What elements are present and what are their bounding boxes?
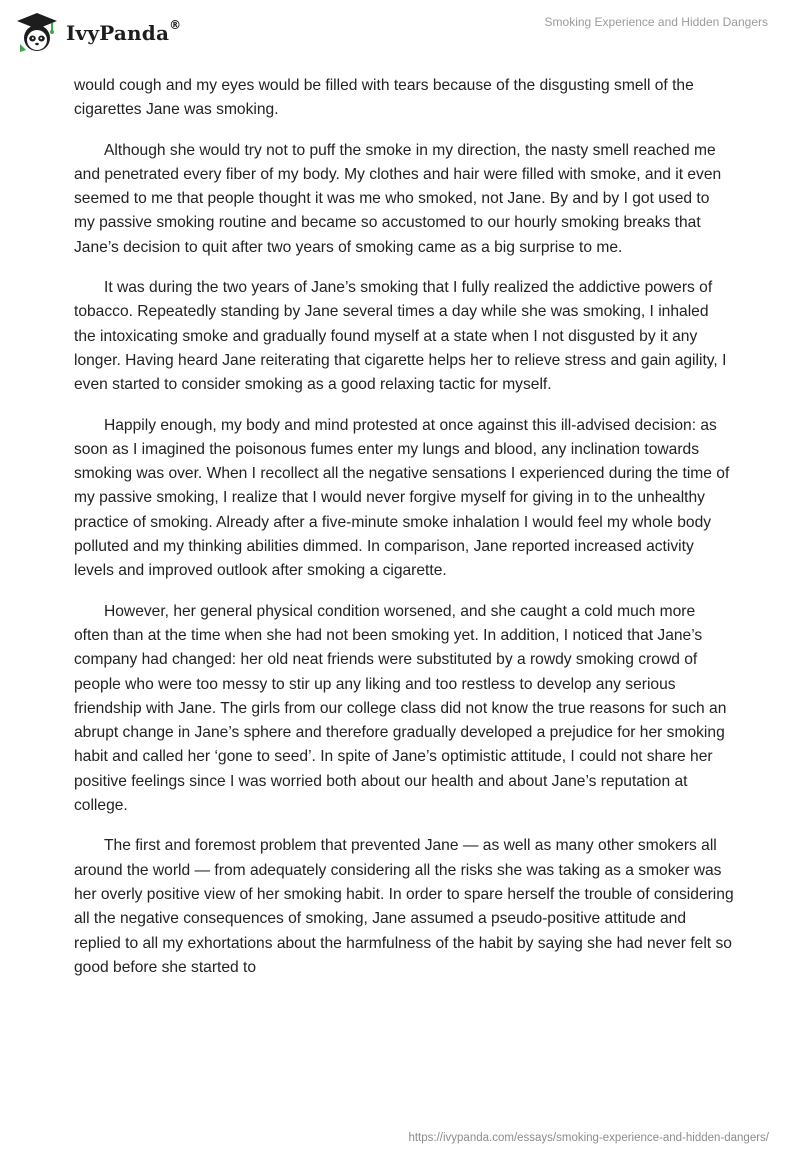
paragraph: Happily enough, my body and mind protested at once against this ill-advised decision: as soon as I imagined the poisonous fumes enter my lungs and blood, any inclination towards smoking was over. When I recollect all the negative sensations I experienced during the time of my passive smoking, I realize that I would never forgive myself for giving in to the unhealthy practice of smoking. Already after a five-minute smoke inhalation I would feel my whole body polluted and my thinking abilities dimmed. In comparison, Jane reported increased activity levels and improved outlook after smoking a cigarette. — [74, 416, 730, 580]
registered-mark: ® — [169, 18, 182, 32]
page-header — [0, 0, 800, 70]
panda-graduate-icon — [14, 10, 60, 56]
brand-logo[interactable] — [14, 10, 181, 56]
paragraph: would cough and my eyes would be filled with tears because of the disgusting smell of the cigarettes Jane was smoking. — [74, 77, 694, 119]
brand-name: IvyPanda® — [66, 18, 182, 45]
paragraph: However, her general physical condition worsened, and she caught a cold much more often than at the time when she had not been smoking yet. In addition, I noticed that Jane’s company had changed: her old neat friends were substituted by a rowdy smoking crowd of people who were too messy to stir up any liking and too restless to develop any serious friendship with Jane. The girls from our college class did not know the true reasons for such an abrupt change in Jane’s sphere and therefore gradually developed a prejudice for her smoking habit and called her ‘gone to seed’. In spite of Jane’s optimistic attitude, I could not share her positive feelings since I was worried both about our health and about Jane’s reputation at college. — [74, 602, 727, 815]
source-url-link[interactable]: https://ivypanda.com/essays/smoking-experience-and-hidden-dangers/ — [408, 1132, 769, 1144]
page-title: Smoking Experience and Hidden Dangers — [544, 15, 768, 29]
paragraph: The first and foremost problem that prevented Jane — as well as many other smokers all around the world — from adequately considering all the risks she was taking as a smoker was her overly positive view of her smoking habit. In order to spare herself the trouble of considering all the negative consequences of smoking, Jane assumed a pseudo-positive attitude and replied to all my exhortations about the harmfulness of the habit by saying she had never felt so good before she started to — [74, 837, 734, 976]
essay-body — [74, 74, 734, 996]
paragraph: Although she would try not to puff the smoke in my direction, the nasty smell reached me and penetrated every fiber of my body. My clothes and hair were filled with smoke, and it even seemed to me that people thought it was me who smoked, not Jane. By and by I got used to my passive smoking routine and became so accustomed to our hourly smoking breaks that Jane’s decision to quit after two years of smoking came as a big surprise to me. — [74, 141, 722, 256]
paragraph: It was during the two years of Jane’s smoking that I fully realized the addictive powers of tobacco. Repeatedly standing by Jane several times a day while she was smoking, I inhaled the intoxicating smoke and gradually found myself at a state when I not disgusted by it any longer. Having heard Jane reiterating that cigarette helps her to relieve stress and gain agility, I even started to consider smoking as a good relaxing tactic for myself. — [74, 279, 727, 394]
